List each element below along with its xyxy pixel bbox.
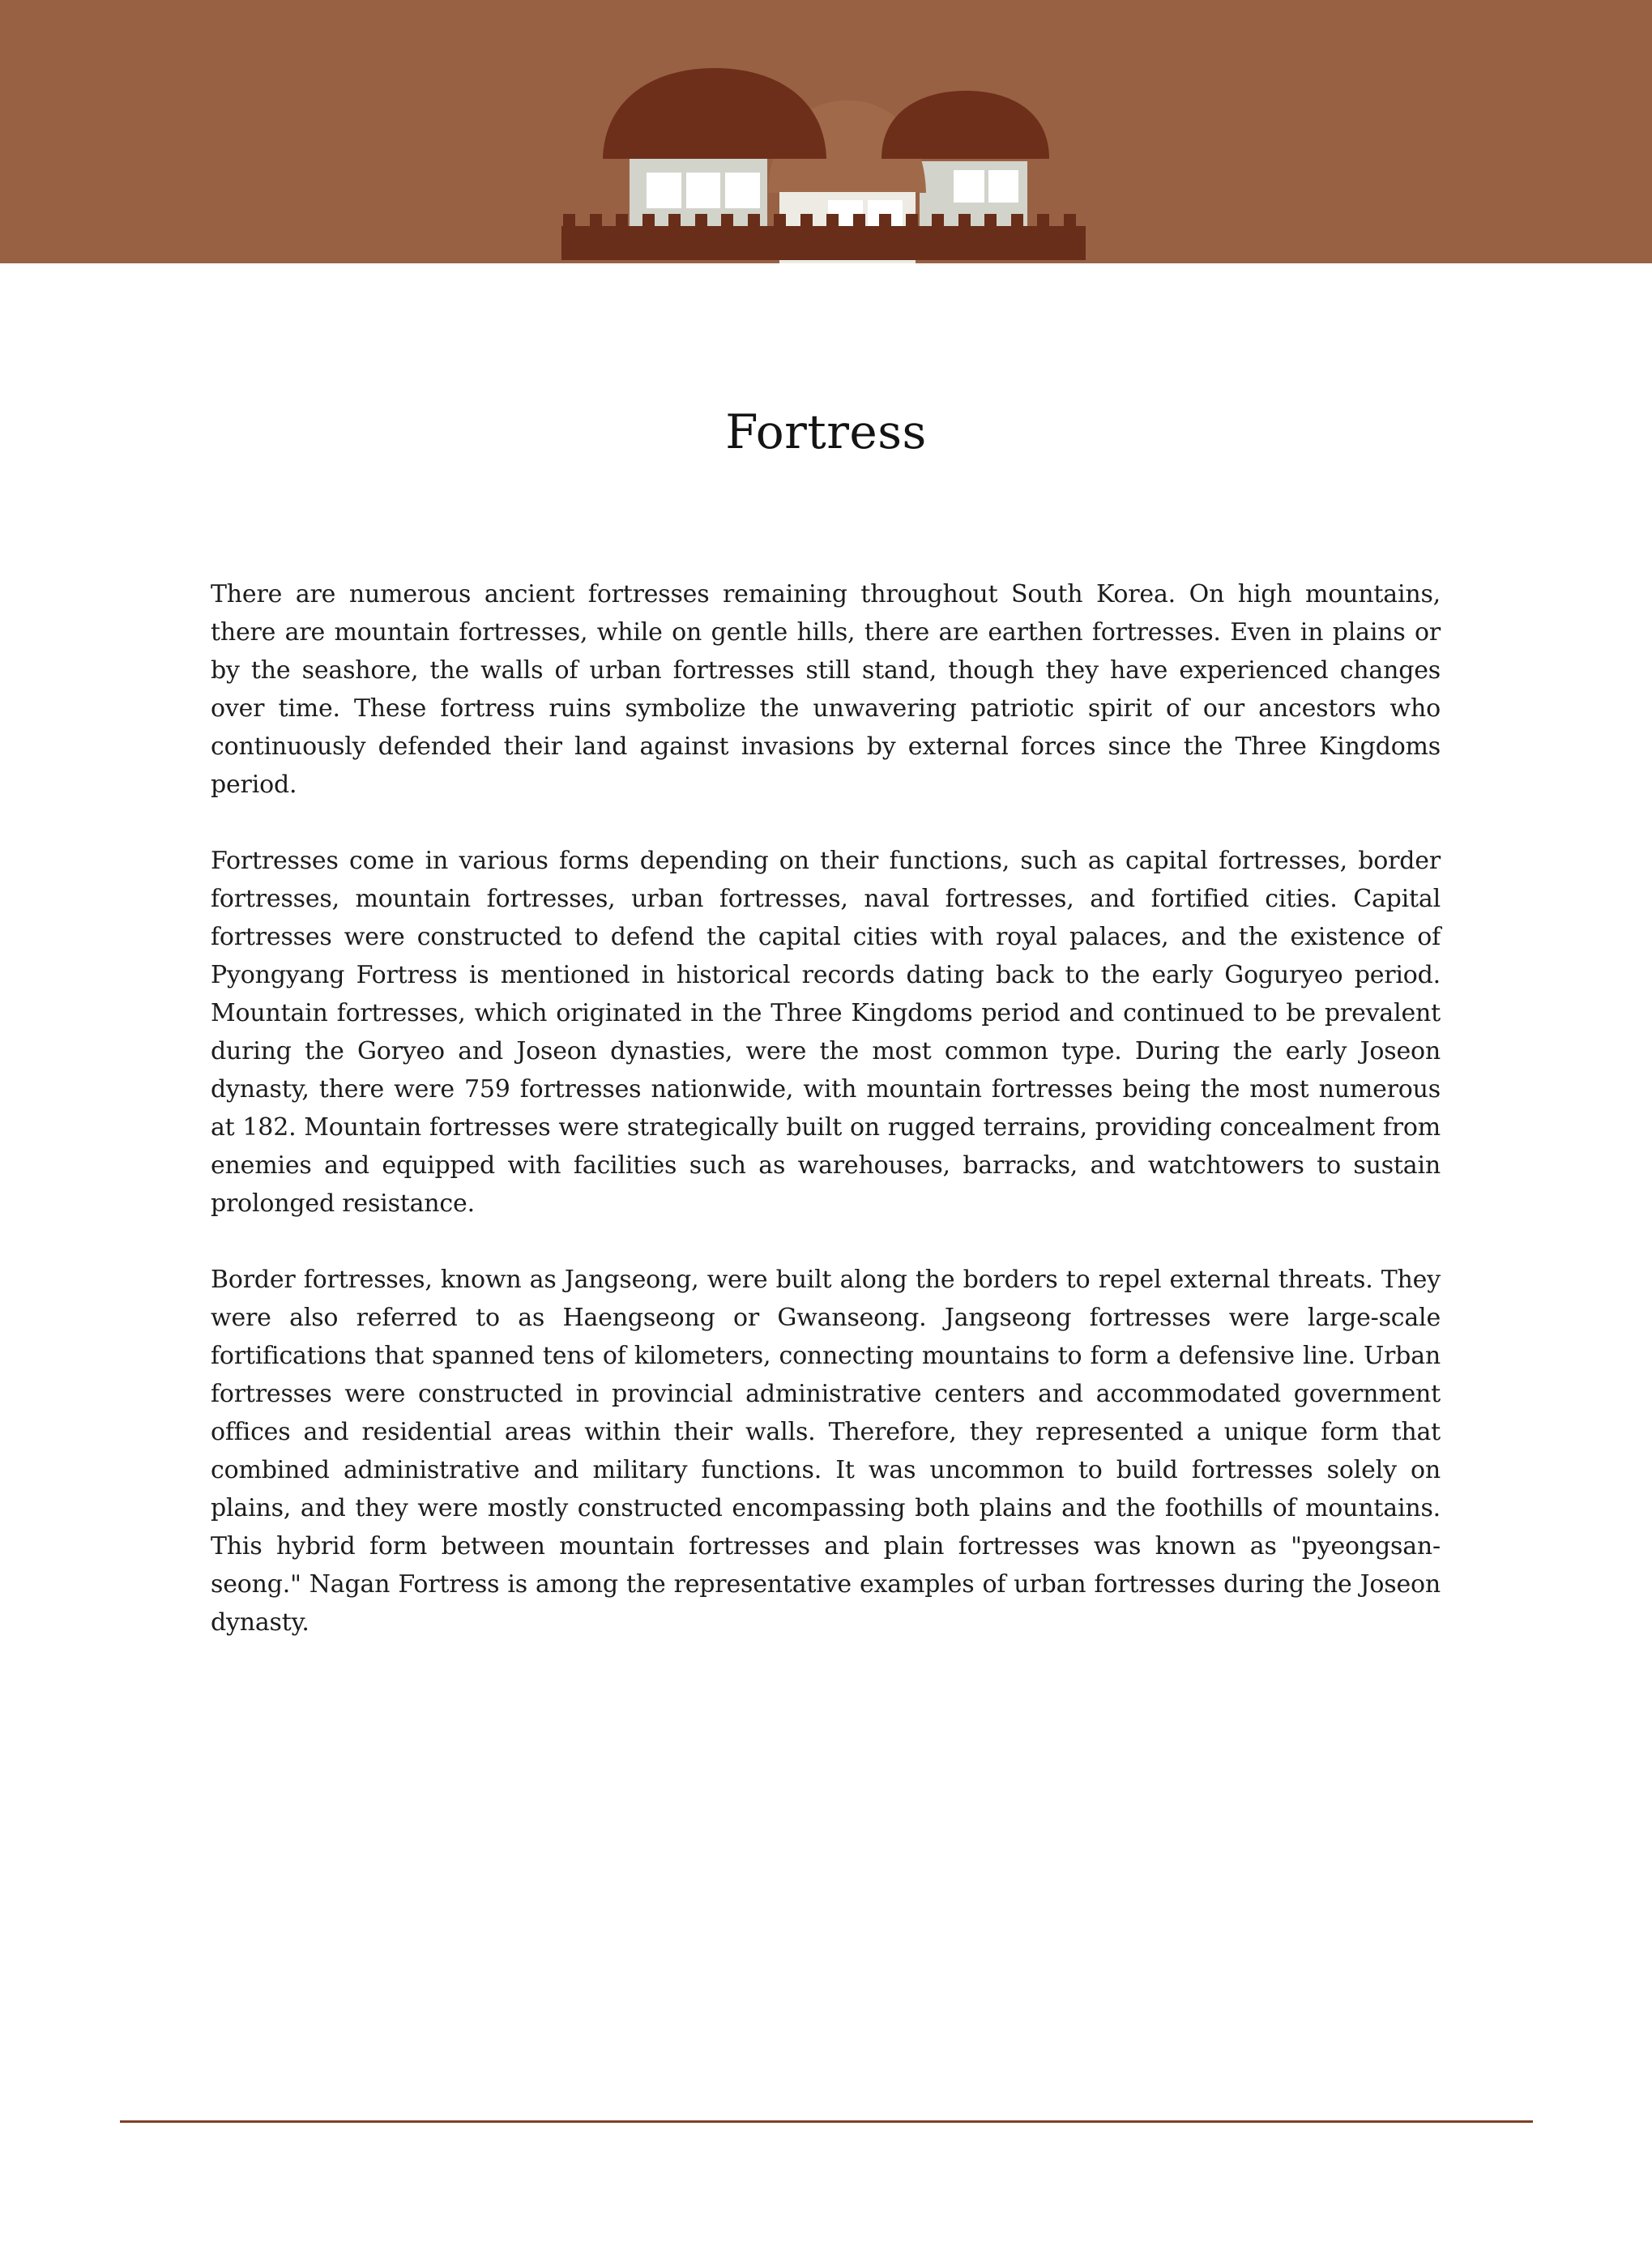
rampart-merlon: [879, 214, 891, 227]
rampart-merlon: [590, 214, 602, 227]
rampart-merlon: [563, 214, 575, 227]
rampart-merlon: [1064, 214, 1076, 227]
rampart-merlon: [984, 214, 997, 227]
paragraph-border-fortresses: Border fortresses, known as Jangseong, were built along the borders to repel external threats. They were also referred to as Haengseong or Gwanseong. Jangseong fortresses were large-scale fortifications that spanned tens of kilometers, connecting mountains to form a defensive line. Urban fortresses were constructed in provincial administrative centers and accommodated government offices and residential areas within their walls. Therefore, they represented a unique form that combined administrative and military functions. It was uncommon to build fortresses solely on plains, and they were mostly constructed encompassing both plains and the foothills of mountains. This hybrid form between mountain fortresses and plain fortresses was known as "pyeongsan-seong." Nagan Fortress is among the representative examples of urban fortresses during the Joseon dynasty.: [211, 1265, 1441, 1637]
left-building-window: [686, 173, 720, 208]
body-text: [211, 575, 1441, 1642]
rampart-merlon: [668, 214, 681, 227]
left-building-window: [725, 173, 760, 208]
paragraph-fortress-types: Fortresses come in various forms depending on their functions, such as capital fortresses, border fortresses, mountain fortresses, urban fortresses, naval fortresses, and fortified cities. Capital fortresses were constructed to defend the capital cities with royal palaces, and the existence of Pyongyang Fortress is mentioned in historical records dating back to the early Goguryeo period. Mountain fortresses, which originated in the Three Kingdoms period and continued to be prevalent during the Goryeo and Joseon dynasties, were the most common type. During the early Joseon dynasty, there were 759 fortresses nationwide, with mountain fortresses being the most numerous at 182. Mountain fortresses were strategically built on rugged terrains, providing concealment from enemies and equipped with facilities such as warehouses, barracks, and watchtowers to sustain prolonged resistance.: [211, 846, 1441, 1218]
rampart-merlon: [1011, 214, 1023, 227]
right-building-window: [954, 170, 984, 203]
paragraph-intro: There are numerous ancient fortresses remaining throughout South Korea. On high mountains, there are mountain fortresses, while on gentle hills, there are earthen fortresses. Even in plains or by the seashore, the walls of urban fortresses still stand, though they have experienced changes over time. These fortress ruins symbolize the unwavering patriotic spirit of our ancestors who continuously defended their land against invasions by external forces since the Three Kingdoms period.: [211, 579, 1441, 799]
rampart-merlon: [906, 214, 918, 227]
rampart-merlon: [932, 214, 944, 227]
left-building-window: [647, 173, 681, 208]
rampart-merlon: [721, 214, 733, 227]
rampart-body: [561, 226, 1086, 260]
footer-rule: [120, 2120, 1533, 2123]
rampart-merlon: [616, 214, 628, 227]
fortress-illustration: [0, 0, 1652, 263]
rampart-merlon: [800, 214, 813, 227]
page-title: Fortress: [725, 404, 927, 459]
rampart-merlon: [748, 214, 760, 227]
rampart-merlon: [1037, 214, 1049, 227]
rampart-merlon: [774, 214, 786, 227]
rampart-merlon: [826, 214, 839, 227]
rampart-merlon: [853, 214, 865, 227]
rampart-merlon: [642, 214, 655, 227]
rampart-merlon: [958, 214, 971, 227]
rampart-merlon: [695, 214, 707, 227]
right-building-window: [988, 170, 1018, 203]
